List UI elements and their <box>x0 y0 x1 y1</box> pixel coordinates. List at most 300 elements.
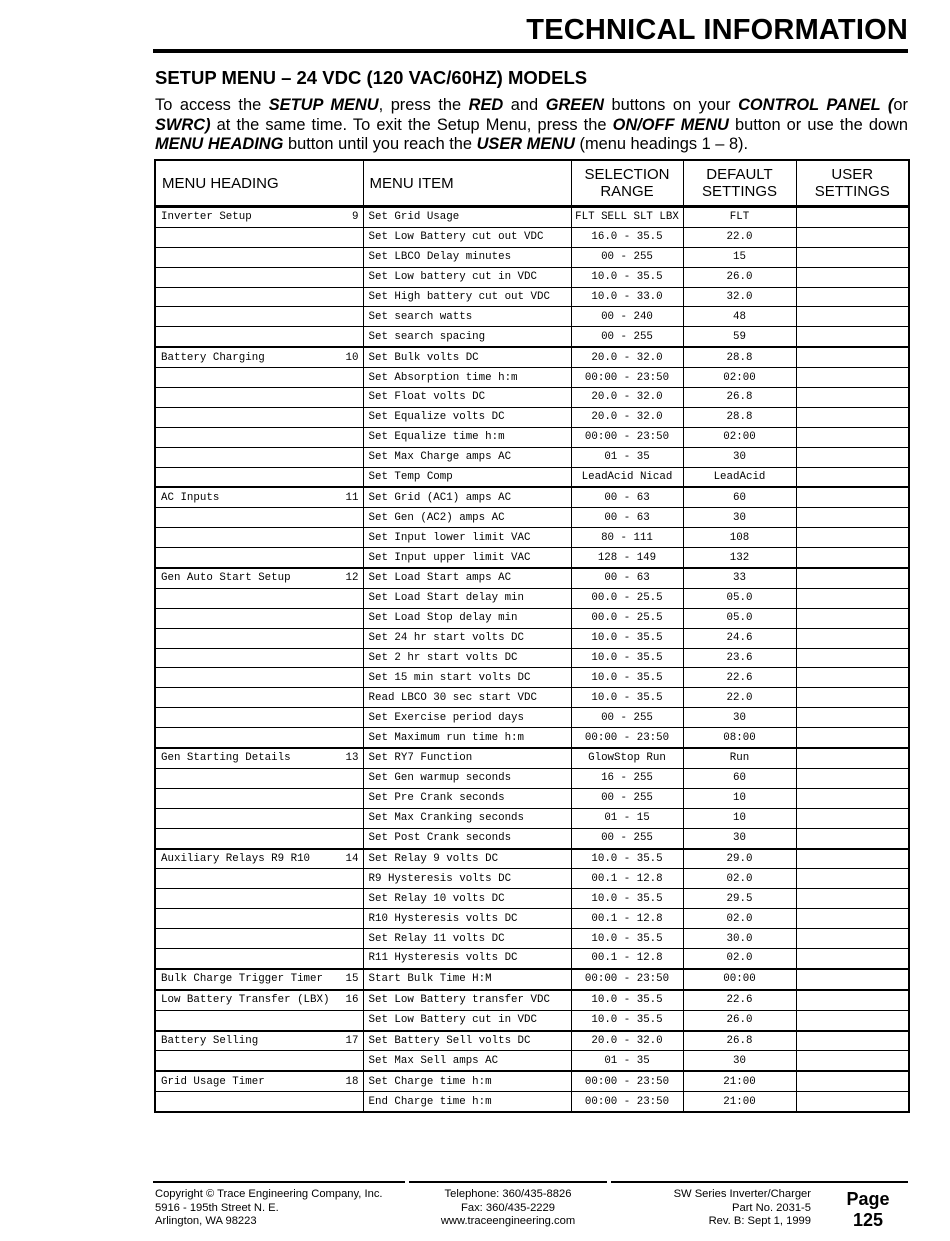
selection-range-cell: 10.0 - 35.5 <box>571 267 683 287</box>
menu-heading-name: Auxiliary Relays R9 R10 <box>161 852 311 865</box>
selection-range-cell: 01 - 15 <box>571 808 683 828</box>
user-setting-cell <box>796 648 909 668</box>
default-setting-cell: 15 <box>683 247 796 267</box>
default-setting-cell: 30 <box>683 447 796 467</box>
user-setting-cell <box>796 307 909 327</box>
user-setting-cell <box>796 808 909 828</box>
selection-range-cell: 00:00 - 23:50 <box>571 1071 683 1091</box>
table-row <box>155 990 909 1010</box>
menu-item-cell: Set Load Start delay min <box>363 588 571 608</box>
default-setting-cell: 48 <box>683 307 796 327</box>
user-setting-cell <box>796 447 909 467</box>
user-setting-cell <box>796 207 909 228</box>
menu-heading-cell <box>155 948 363 968</box>
selection-range-cell: 00:00 - 23:50 <box>571 969 683 990</box>
menu-item-cell: Set Gen warmup seconds <box>363 768 571 788</box>
column-header-default-settings: DEFAULT SETTINGS <box>683 160 796 207</box>
menu-item-cell: Set 24 hr start volts DC <box>363 628 571 648</box>
table-row <box>155 1051 909 1071</box>
menu-item-cell: Set 2 hr start volts DC <box>363 648 571 668</box>
default-setting-cell: 30 <box>683 508 796 528</box>
default-setting-cell: 22.0 <box>683 227 796 247</box>
menu-item-cell: Set Max Cranking seconds <box>363 808 571 828</box>
selection-range-cell: 00 - 255 <box>571 828 683 848</box>
menu-heading-cell <box>155 668 363 688</box>
menu-heading-cell <box>155 508 363 528</box>
default-setting-cell: 29.5 <box>683 889 796 909</box>
menu-heading-name: Battery Selling <box>161 1034 259 1047</box>
user-setting-cell <box>796 929 909 949</box>
menu-item-cell: Set Equalize time h:m <box>363 427 571 447</box>
selection-range-cell: 00 - 255 <box>571 708 683 728</box>
table-row <box>155 548 909 568</box>
menu-heading-cell <box>155 728 363 748</box>
menu-item-cell: Set Input upper limit VAC <box>363 548 571 568</box>
menu-heading-name: Low Battery Transfer (LBX) <box>161 994 330 1007</box>
menu-item-cell: Set Post Crank seconds <box>363 828 571 848</box>
table-row <box>155 688 909 708</box>
user-setting-cell <box>796 948 909 968</box>
selection-range-cell: 01 - 35 <box>571 447 683 467</box>
selection-range-cell: 00:00 - 23:50 <box>571 427 683 447</box>
table-row <box>155 267 909 287</box>
user-setting-cell <box>796 849 909 869</box>
table-row <box>155 287 909 307</box>
menu-item-cell: Set Max Sell amps AC <box>363 1051 571 1071</box>
menu-heading-number: 17 <box>345 1034 359 1047</box>
table-row <box>155 1031 909 1051</box>
table-row <box>155 388 909 408</box>
selection-range-cell: 00:00 - 23:50 <box>571 1092 683 1112</box>
menu-item-cell: R9 Hysteresis volts DC <box>363 869 571 889</box>
selection-range-cell: 00.1 - 12.8 <box>571 948 683 968</box>
user-setting-cell <box>796 568 909 588</box>
menu-heading-name: Battery Charging <box>161 351 265 364</box>
menu-item-cell: Set Relay 11 volts DC <box>363 929 571 949</box>
user-setting-cell <box>796 990 909 1010</box>
menu-heading-cell <box>155 648 363 668</box>
menu-item-cell: Set RY7 Function <box>363 748 571 768</box>
default-setting-cell: 24.6 <box>683 628 796 648</box>
menu-heading-cell <box>155 307 363 327</box>
menu-heading-cell <box>155 1071 363 1091</box>
default-setting-cell: 10 <box>683 788 796 808</box>
menu-heading-number: 11 <box>345 491 359 504</box>
menu-item-cell: Set High battery cut out VDC <box>363 287 571 307</box>
menu-heading-number: 10 <box>345 351 359 364</box>
user-setting-cell <box>796 1092 909 1112</box>
selection-range-cell: 00 - 255 <box>571 327 683 347</box>
default-setting-cell: 22.6 <box>683 990 796 1010</box>
table-row <box>155 708 909 728</box>
selection-range-cell: 10.0 - 35.5 <box>571 668 683 688</box>
table-row <box>155 828 909 848</box>
menu-heading-cell <box>155 388 363 408</box>
selection-range-cell: LeadAcid Nicad <box>571 467 683 487</box>
menu-heading-number: 14 <box>345 852 359 865</box>
user-setting-cell <box>796 528 909 548</box>
menu-heading-cell <box>155 1031 363 1051</box>
user-setting-cell <box>796 748 909 768</box>
menu-heading-cell <box>155 748 363 768</box>
menu-heading-number: 9 <box>352 211 359 224</box>
menu-item-cell: Set Equalize volts DC <box>363 407 571 427</box>
menu-heading-cell <box>155 889 363 909</box>
table-row <box>155 487 909 507</box>
user-setting-cell <box>796 388 909 408</box>
menu-heading-cell <box>155 869 363 889</box>
menu-heading-cell <box>155 1092 363 1112</box>
table-row <box>155 849 909 869</box>
selection-range-cell: 00.1 - 12.8 <box>571 869 683 889</box>
menu-item-cell: R11 Hysteresis volts DC <box>363 948 571 968</box>
user-setting-cell <box>796 1031 909 1051</box>
menu-heading-cell <box>155 267 363 287</box>
menu-heading-cell <box>155 528 363 548</box>
user-setting-cell <box>796 628 909 648</box>
selection-range-cell: 20.0 - 32.0 <box>571 347 683 367</box>
menu-item-cell: Set Low Battery cut in VDC <box>363 1010 571 1030</box>
default-setting-cell: 132 <box>683 548 796 568</box>
menu-heading-cell <box>155 447 363 467</box>
menu-item-cell: Set LBCO Delay minutes <box>363 247 571 267</box>
selection-range-cell: 00 - 240 <box>571 307 683 327</box>
menu-heading-cell <box>155 909 363 929</box>
menu-item-cell: Set search spacing <box>363 327 571 347</box>
menu-heading-cell <box>155 608 363 628</box>
menu-item-cell: R10 Hysteresis volts DC <box>363 909 571 929</box>
menu-heading-cell <box>155 287 363 307</box>
table-row <box>155 207 909 228</box>
default-setting-cell: 28.8 <box>683 407 796 427</box>
selection-range-cell: 20.0 - 32.0 <box>571 1031 683 1051</box>
menu-heading-cell <box>155 828 363 848</box>
selection-range-cell: FLT SELL SLT LBX <box>571 207 683 228</box>
page-number: Page 125 <box>846 1189 890 1230</box>
menu-heading-cell <box>155 688 363 708</box>
table-row <box>155 668 909 688</box>
menu-heading-cell <box>155 568 363 588</box>
menu-item-cell: Set Float volts DC <box>363 388 571 408</box>
menu-item-cell: Set Low Battery transfer VDC <box>363 990 571 1010</box>
footer-product-info: SW Series Inverter/Charger Part No. 2031-5 Rev. B: Sept 1, 1999 <box>673 1188 811 1227</box>
section-title: SETUP MENU – 24 VDC (120 VAC/60HZ) MODELS <box>155 67 588 88</box>
column-header-user-settings: USER SETTINGS <box>796 160 909 207</box>
menu-heading-name: AC Inputs <box>161 491 220 504</box>
menu-heading-number: 13 <box>345 752 359 765</box>
selection-range-cell: 10.0 - 35.5 <box>571 990 683 1010</box>
menu-item-cell: Set Relay 9 volts DC <box>363 849 571 869</box>
default-setting-cell: 33 <box>683 568 796 588</box>
default-setting-cell: 21:00 <box>683 1071 796 1091</box>
menu-item-cell: Set Relay 10 volts DC <box>363 889 571 909</box>
menu-heading-cell <box>155 327 363 347</box>
table-row <box>155 227 909 247</box>
default-setting-cell: 30 <box>683 708 796 728</box>
menu-heading-cell <box>155 487 363 507</box>
default-setting-cell: 00:00 <box>683 969 796 990</box>
table-header-row <box>155 160 909 207</box>
default-setting-cell: 21:00 <box>683 1092 796 1112</box>
default-setting-cell: 10 <box>683 808 796 828</box>
menu-heading-cell <box>155 849 363 869</box>
menu-heading-cell <box>155 929 363 949</box>
menu-item-cell: Set Low Battery cut out VDC <box>363 227 571 247</box>
menu-item-cell: Read LBCO 30 sec start VDC <box>363 688 571 708</box>
table-row <box>155 648 909 668</box>
default-setting-cell: 02:00 <box>683 368 796 388</box>
selection-range-cell: 16.0 - 35.5 <box>571 227 683 247</box>
menu-heading-cell <box>155 708 363 728</box>
selection-range-cell: 10.0 - 35.5 <box>571 688 683 708</box>
menu-heading-cell <box>155 990 363 1010</box>
default-setting-cell: 02.0 <box>683 909 796 929</box>
default-setting-cell: Run <box>683 748 796 768</box>
default-setting-cell: 60 <box>683 768 796 788</box>
menu-item-cell: Set Absorption time h:m <box>363 368 571 388</box>
user-setting-cell <box>796 668 909 688</box>
menu-item-cell: Set Grid (AC1) amps AC <box>363 487 571 507</box>
table-row <box>155 588 909 608</box>
table-row <box>155 247 909 267</box>
user-setting-cell <box>796 427 909 447</box>
footer-rule <box>153 1181 908 1183</box>
menu-item-cell: Set Input lower limit VAC <box>363 528 571 548</box>
menu-item-cell: Set Pre Crank seconds <box>363 788 571 808</box>
menu-item-cell: Set Load Stop delay min <box>363 608 571 628</box>
default-setting-cell: 30 <box>683 828 796 848</box>
selection-range-cell: 10.0 - 35.5 <box>571 929 683 949</box>
footer-copyright: Copyright © Trace Engineering Company, Inc. 5916 - 195th Street N. E. Arlington, WA 98223 <box>155 1188 383 1227</box>
user-setting-cell <box>796 508 909 528</box>
menu-item-cell: Set Battery Sell volts DC <box>363 1031 571 1051</box>
menu-item-cell: Set Charge time h:m <box>363 1071 571 1091</box>
header-rule <box>153 49 908 53</box>
user-setting-cell <box>796 869 909 889</box>
menu-heading-number: 12 <box>345 572 359 585</box>
default-setting-cell: 108 <box>683 528 796 548</box>
menu-heading-cell <box>155 407 363 427</box>
menu-heading-cell <box>155 1051 363 1071</box>
user-setting-cell <box>796 708 909 728</box>
selection-range-cell: 16 - 255 <box>571 768 683 788</box>
menu-item-cell: Set Temp Comp <box>363 467 571 487</box>
selection-range-cell: 00 - 63 <box>571 508 683 528</box>
selection-range-cell: 10.0 - 35.5 <box>571 628 683 648</box>
menu-item-cell: Set 15 min start volts DC <box>363 668 571 688</box>
selection-range-cell: 10.0 - 33.0 <box>571 287 683 307</box>
user-setting-cell <box>796 768 909 788</box>
table-row <box>155 869 909 889</box>
user-setting-cell <box>796 588 909 608</box>
menu-heading-name: Bulk Charge Trigger Timer <box>161 973 323 986</box>
table-row <box>155 1071 909 1091</box>
table-row <box>155 608 909 628</box>
menu-item-cell: End Charge time h:m <box>363 1092 571 1112</box>
selection-range-cell: 20.0 - 32.0 <box>571 388 683 408</box>
table-row <box>155 307 909 327</box>
table-row <box>155 427 909 447</box>
table-row <box>155 508 909 528</box>
user-setting-cell <box>796 969 909 990</box>
default-setting-cell: 26.8 <box>683 1031 796 1051</box>
menu-heading-cell <box>155 808 363 828</box>
default-setting-cell: FLT <box>683 207 796 228</box>
selection-range-cell: 128 - 149 <box>571 548 683 568</box>
menu-heading-cell <box>155 1010 363 1030</box>
default-setting-cell: 30.0 <box>683 929 796 949</box>
default-setting-cell: 32.0 <box>683 287 796 307</box>
selection-range-cell: 00.0 - 25.5 <box>571 588 683 608</box>
selection-range-cell: 80 - 111 <box>571 528 683 548</box>
user-setting-cell <box>796 828 909 848</box>
user-setting-cell <box>796 608 909 628</box>
table-row <box>155 447 909 467</box>
default-setting-cell: 22.0 <box>683 688 796 708</box>
user-setting-cell <box>796 227 909 247</box>
default-setting-cell: 29.0 <box>683 849 796 869</box>
table-row <box>155 568 909 588</box>
menu-heading-cell <box>155 368 363 388</box>
menu-heading-cell <box>155 247 363 267</box>
menu-heading-number: 16 <box>345 994 359 1007</box>
menu-heading-name: Gen Starting Details <box>161 752 291 765</box>
table-row <box>155 728 909 748</box>
default-setting-cell: 59 <box>683 327 796 347</box>
column-header-menu-item: MENU ITEM <box>363 160 571 207</box>
selection-range-cell: 20.0 - 32.0 <box>571 407 683 427</box>
menu-heading-cell <box>155 227 363 247</box>
menu-item-cell: Set Low battery cut in VDC <box>363 267 571 287</box>
page-header-title: TECHNICAL INFORMATION <box>526 14 908 46</box>
default-setting-cell: 30 <box>683 1051 796 1071</box>
default-setting-cell: 26.0 <box>683 267 796 287</box>
menu-heading-cell <box>155 788 363 808</box>
user-setting-cell <box>796 548 909 568</box>
menu-heading-cell <box>155 467 363 487</box>
user-setting-cell <box>796 1071 909 1091</box>
table-row <box>155 1010 909 1030</box>
menu-heading-number: 15 <box>345 973 359 986</box>
intro-paragraph: To access the SETUP MENU, press the RED and GREEN buttons on your CONTROL PANEL (or SWRC) at the same time. To exit the Setup Menu, press the ON/OFF MENU button or use the down MENU HEADING button until you reach the USER MENU (menu headings 1 – 8). <box>155 96 909 153</box>
menu-heading-number: 18 <box>345 1075 359 1088</box>
selection-range-cell: 00:00 - 23:50 <box>571 368 683 388</box>
default-setting-cell: 05.0 <box>683 588 796 608</box>
default-setting-cell: 02.0 <box>683 869 796 889</box>
table-row <box>155 808 909 828</box>
menu-item-cell: Set Maximum run time h:m <box>363 728 571 748</box>
table-row <box>155 1092 909 1112</box>
selection-range-cell: 10.0 - 35.5 <box>571 1010 683 1030</box>
default-setting-cell: LeadAcid <box>683 467 796 487</box>
menu-item-cell: Set search watts <box>363 307 571 327</box>
user-setting-cell <box>796 487 909 507</box>
table-row <box>155 929 909 949</box>
default-setting-cell: 60 <box>683 487 796 507</box>
table-row <box>155 628 909 648</box>
selection-range-cell: 10.0 - 35.5 <box>571 889 683 909</box>
user-setting-cell <box>796 788 909 808</box>
menu-item-cell: Set Load Start amps AC <box>363 568 571 588</box>
column-header-selection-range: SELECTION RANGE <box>571 160 683 207</box>
menu-heading-cell <box>155 207 363 228</box>
menu-item-cell: Set Gen (AC2) amps AC <box>363 508 571 528</box>
selection-range-cell: 01 - 35 <box>571 1051 683 1071</box>
user-setting-cell <box>796 247 909 267</box>
default-setting-cell: 26.8 <box>683 388 796 408</box>
menu-heading-cell <box>155 768 363 788</box>
user-setting-cell <box>796 728 909 748</box>
selection-range-cell: 00.0 - 25.5 <box>571 608 683 628</box>
table-row <box>155 467 909 487</box>
default-setting-cell: 05.0 <box>683 608 796 628</box>
menu-heading-cell <box>155 628 363 648</box>
selection-range-cell: 00:00 - 23:50 <box>571 728 683 748</box>
selection-range-cell: 00 - 255 <box>571 247 683 267</box>
table-row <box>155 889 909 909</box>
user-setting-cell <box>796 1010 909 1030</box>
table-row <box>155 407 909 427</box>
user-setting-cell <box>796 1051 909 1071</box>
user-setting-cell <box>796 287 909 307</box>
menu-item-cell: Set Bulk volts DC <box>363 347 571 367</box>
table-row <box>155 528 909 548</box>
selection-range-cell: GlowStop Run <box>571 748 683 768</box>
table-row <box>155 327 909 347</box>
table-row <box>155 768 909 788</box>
menu-item-cell: Set Max Charge amps AC <box>363 447 571 467</box>
user-setting-cell <box>796 267 909 287</box>
default-setting-cell: 22.6 <box>683 668 796 688</box>
menu-heading-name: Gen Auto Start Setup <box>161 572 291 585</box>
footer-contact: Telephone: 360/435-8826 Fax: 360/435-2229 www.traceengineering.com <box>440 1188 576 1227</box>
menu-heading-cell <box>155 347 363 367</box>
selection-range-cell: 00 - 63 <box>571 487 683 507</box>
menu-item-cell: Set Grid Usage <box>363 207 571 228</box>
menu-heading-name: Inverter Setup <box>161 211 252 224</box>
user-setting-cell <box>796 688 909 708</box>
table-row <box>155 788 909 808</box>
user-setting-cell <box>796 347 909 367</box>
selection-range-cell: 00 - 63 <box>571 568 683 588</box>
default-setting-cell: 28.8 <box>683 347 796 367</box>
user-setting-cell <box>796 407 909 427</box>
selection-range-cell: 00 - 255 <box>571 788 683 808</box>
menu-item-cell: Start Bulk Time H:M <box>363 969 571 990</box>
setup-menu-table <box>154 159 910 1113</box>
menu-item-cell: Set Exercise period days <box>363 708 571 728</box>
default-setting-cell: 08:00 <box>683 728 796 748</box>
table-row <box>155 969 909 990</box>
selection-range-cell: 10.0 - 35.5 <box>571 648 683 668</box>
selection-range-cell: 10.0 - 35.5 <box>571 849 683 869</box>
menu-heading-cell <box>155 548 363 568</box>
table-row <box>155 909 909 929</box>
selection-range-cell: 00.1 - 12.8 <box>571 909 683 929</box>
table-row <box>155 347 909 367</box>
menu-heading-cell <box>155 588 363 608</box>
user-setting-cell <box>796 368 909 388</box>
default-setting-cell: 23.6 <box>683 648 796 668</box>
menu-heading-cell <box>155 969 363 990</box>
default-setting-cell: 26.0 <box>683 1010 796 1030</box>
table-row <box>155 368 909 388</box>
user-setting-cell <box>796 467 909 487</box>
menu-heading-name: Grid Usage Timer <box>161 1075 265 1088</box>
menu-heading-cell <box>155 427 363 447</box>
column-header-menu-heading: MENU HEADING <box>155 160 363 207</box>
table-row <box>155 948 909 968</box>
